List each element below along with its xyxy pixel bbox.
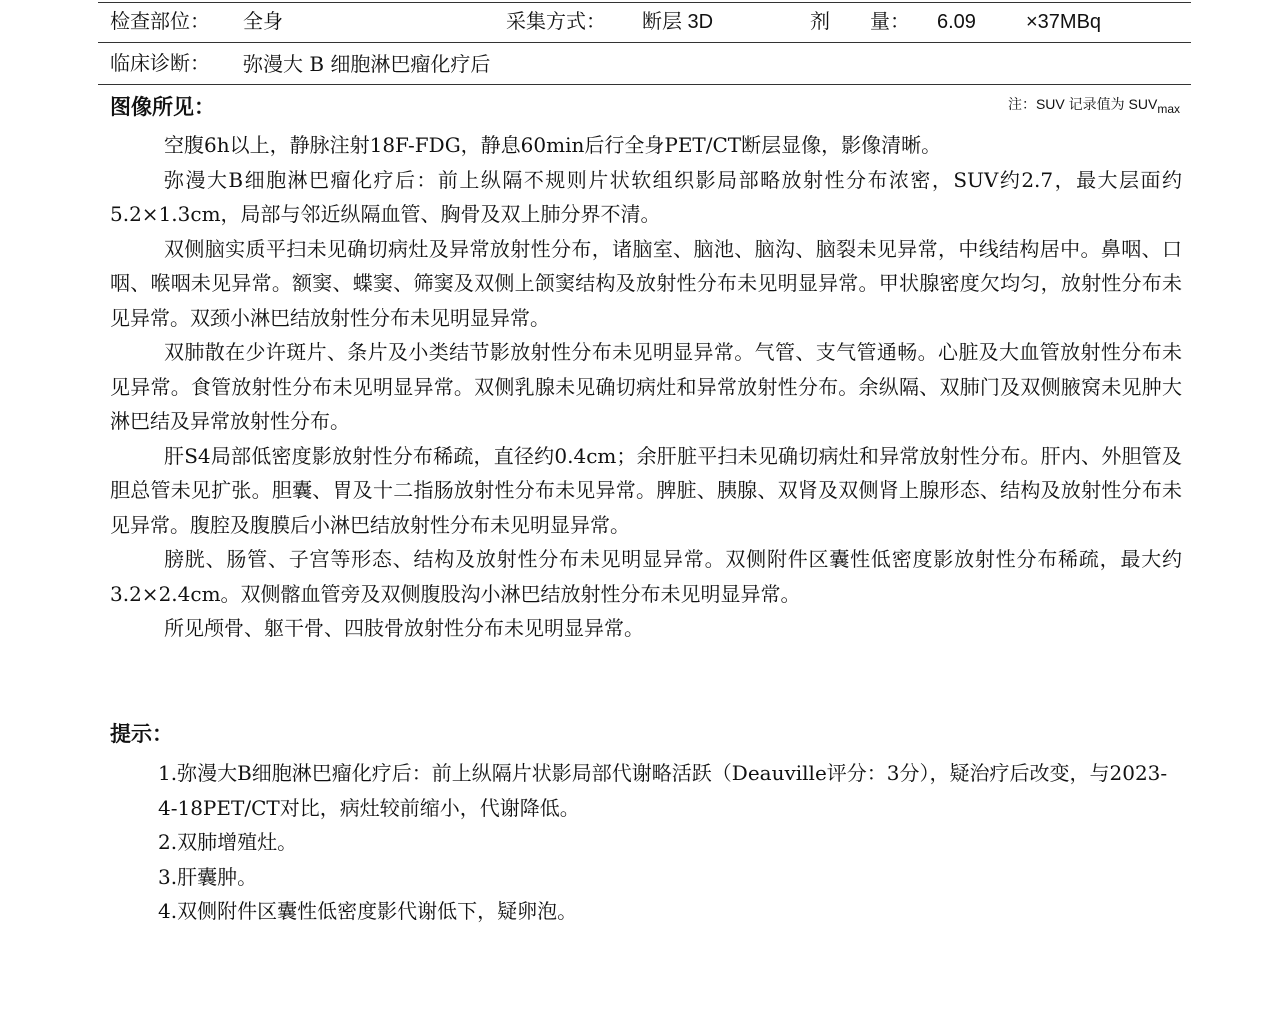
- suv-note-text: 注：SUV 记录值为 SUV: [1007, 96, 1158, 112]
- findings-body: [110, 128, 1182, 646]
- top-rule: [98, 2, 1191, 3]
- findings-title: 图像所见：: [110, 94, 215, 119]
- findings-paragraph: 弥漫大B细胞淋巴瘤化疗后：前上纵隔不规则片状软组织影局部略放射性分布浓密，SUV约2.7，最大层面约5.2×1.3cm，局部与邻近纵隔血管、胸骨及双上肺分界不清。: [110, 167, 1182, 226]
- hints-list: [158, 756, 1182, 929]
- dose-unit: ×37MBq: [1026, 11, 1102, 33]
- diagnosis-label: 临床诊断：: [110, 53, 210, 75]
- hint-item: 2.双肺增殖灶。: [158, 830, 298, 854]
- suv-note-subscript: max: [1157, 102, 1180, 116]
- exam-site-label: 检查部位：: [110, 11, 210, 33]
- row-divider-2: [98, 84, 1191, 85]
- hint-item: 4.双侧附件区囊性低密度影代谢低下，疑卵泡。: [158, 899, 578, 923]
- findings-paragraph: 肝S4局部低密度影放射性分布稀疏，直径约0.4cm；余肝脏平扫未见确切病灶和异常放射性分布。肝内、外胆管及胆总管未见扩张。胆囊、胃及十二指肠放射性分布未见异常。脾脏、胰腺、双肾及双侧肾上腺形态、结构及放射性分布未见异常。腹腔及腹膜后小淋巴结放射性分布未见明显异常。: [110, 443, 1182, 537]
- dose-label: 剂 量：: [810, 11, 910, 33]
- exam-site-value: 全身: [243, 11, 283, 33]
- acquisition-value: 断层 3D: [642, 11, 714, 33]
- findings-paragraph: 所见颅骨、躯干骨、四肢骨放射性分布未见明显异常。: [164, 616, 644, 640]
- row-divider-1: [98, 42, 1191, 43]
- findings-paragraph: 空腹6h以上，静脉注射18F-FDG，静息60min后行全身PET/CT断层显像，影像清晰。: [164, 133, 942, 157]
- diagnosis-value: 弥漫大 B 细胞淋巴瘤化疗后: [243, 52, 491, 76]
- findings-paragraph: 双侧脑实质平扫未见确切病灶及异常放射性分布，诸脑室、脑池、脑沟、脑裂未见异常，中线结构居中。鼻咽、口咽、喉咽未见异常。额窦、蝶窦、筛窦及双侧上颌窦结构及放射性分布未见明显异常。甲状腺密度欠均匀，放射性分布未见异常。双颈小淋巴结放射性分布未见明显异常。: [110, 236, 1182, 330]
- suv-note: [1008, 94, 1180, 119]
- hint-item: 3.肝囊肿。: [158, 864, 258, 889]
- findings-paragraph: 双肺散在少许斑片、条片及小类结节影放射性分布未见明显异常。气管、支气管通畅。心脏及大血管放射性分布未见异常。食管放射性分布未见明显异常。双侧乳腺未见确切病灶和异常放射性分布。余纵隔、双肺门及双侧腋窝未见肿大淋巴结及异常放射性分布。: [110, 340, 1182, 433]
- hints-title: 提示：: [110, 721, 173, 746]
- hint-item: 1.弥漫大B细胞淋巴瘤化疗后：前上纵隔片状影局部代谢略活跃（Deauville评分：3分），疑治疗后改变，与2023-4-18PET/CT对比，病灶较前缩小，代谢降低。: [158, 761, 1168, 820]
- dose-value: 6.09: [937, 11, 976, 33]
- acquisition-label: 采集方式：: [506, 11, 606, 33]
- findings-paragraph: 膀胱、肠管、子宫等形态、结构及放射性分布未见明显异常。双侧附件区囊性低密度影放射性分布稀疏，最大约3.2×2.4cm。双侧髂血管旁及双侧腹股沟小淋巴结放射性分布未见明显异常。: [110, 547, 1182, 606]
